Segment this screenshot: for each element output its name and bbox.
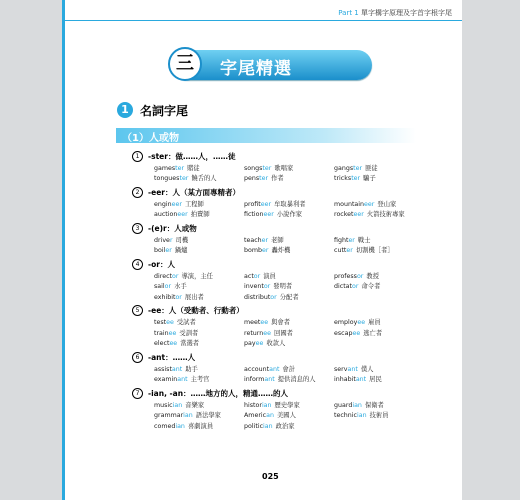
word-stem: test xyxy=(154,319,167,327)
word-suffix: eer xyxy=(364,200,375,208)
suffix-heading-text: -ian, -an：……地方的人，精通……的人 xyxy=(148,388,289,398)
suffix-number: 1 xyxy=(132,151,143,162)
word-entry xyxy=(244,328,334,337)
word-suffix: or xyxy=(164,283,172,291)
word-meaning: 回國者 xyxy=(274,329,293,337)
word-suffix: or xyxy=(263,283,271,291)
word-stem: invent xyxy=(244,283,264,291)
word-meaning: 僕人 xyxy=(360,365,374,373)
word-entry xyxy=(154,173,244,182)
suffix-group xyxy=(120,387,450,431)
word-meaning: 水手 xyxy=(174,283,187,291)
word-suffix: ant xyxy=(171,365,183,373)
word-meaning: 賭徒 xyxy=(187,164,200,172)
word-stem: guard xyxy=(334,401,353,409)
word-meaning: 當選者 xyxy=(180,340,200,348)
word-meaning: 導演，主任 xyxy=(181,272,213,280)
word-stem: escap xyxy=(334,329,353,337)
word-row xyxy=(154,338,450,349)
word-meaning: 收款人 xyxy=(266,340,286,348)
word-row xyxy=(154,363,450,374)
word-entry xyxy=(334,245,424,254)
word-meaning: 分配者 xyxy=(279,293,299,301)
word-meaning: 火箭技術專家 xyxy=(366,211,405,219)
suffix-heading-text: -or：人 xyxy=(148,259,175,269)
word-stem: comed xyxy=(154,422,176,430)
word-suffix: er xyxy=(165,247,172,255)
word-entry xyxy=(244,364,334,373)
word-stem: elect xyxy=(154,340,170,348)
word-meaning: 居民 xyxy=(369,376,382,384)
word-suffix: ant xyxy=(347,365,358,373)
word-stem: Americ xyxy=(244,412,267,420)
word-meaning: 提供消息的人 xyxy=(277,376,316,384)
word-suffix: ee xyxy=(357,319,366,327)
word-entry xyxy=(244,245,334,254)
word-stem: fight xyxy=(334,236,349,244)
word-meaning: 拍賣師 xyxy=(190,211,210,219)
word-entry xyxy=(334,173,424,182)
word-meaning: 小說作家 xyxy=(276,211,303,219)
word-meaning: 主考官 xyxy=(190,376,210,384)
word-suffix: eer xyxy=(171,200,182,208)
word-suffix: ter xyxy=(262,164,272,172)
word-suffix: er xyxy=(348,236,355,244)
word-suffix: eer xyxy=(260,200,272,208)
word-suffix: ant xyxy=(177,376,188,384)
suffix-heading-text: -eer：人（某方面專精者） xyxy=(148,187,240,197)
word-meaning: 戰士 xyxy=(357,236,371,244)
word-stem: auction xyxy=(154,211,178,219)
suffix-group xyxy=(120,258,450,302)
word-stem: rocket xyxy=(334,211,354,219)
subsection-bar xyxy=(116,128,416,143)
word-meaning: 歷史學家 xyxy=(274,401,300,409)
word-suffix: ian xyxy=(261,401,272,409)
word-entry xyxy=(244,235,334,244)
word-entry xyxy=(244,271,334,280)
suffix-group xyxy=(120,351,450,384)
word-stem: serv xyxy=(334,365,348,373)
word-entry xyxy=(334,235,424,244)
word-entry xyxy=(334,163,424,172)
suffix-number: 4 xyxy=(132,259,143,270)
chapter-title: 字尾精選 xyxy=(220,59,292,79)
suffix-number: 3 xyxy=(132,223,143,234)
word-row xyxy=(154,410,450,421)
word-stem: return xyxy=(244,329,264,337)
word-entry xyxy=(244,281,334,290)
word-stem: drive xyxy=(154,236,170,244)
word-list xyxy=(120,150,450,434)
word-stem: pay xyxy=(244,340,256,348)
word-meaning: 切割機［者］ xyxy=(355,247,394,255)
word-stem: music xyxy=(154,401,173,409)
suffix-number: 5 xyxy=(132,305,143,316)
word-meaning: 饒舌的人 xyxy=(191,175,217,183)
word-entry xyxy=(334,271,424,280)
word-entry xyxy=(154,163,244,172)
word-meaning: 助手 xyxy=(185,365,198,373)
word-meaning: 受試者 xyxy=(176,319,196,327)
word-suffix: or xyxy=(253,272,261,280)
word-stem: games xyxy=(154,164,176,172)
word-stem: profit xyxy=(244,200,261,208)
word-meaning: 發明者 xyxy=(273,283,293,291)
word-stem: boil xyxy=(154,247,166,255)
word-suffix: ian xyxy=(172,401,183,409)
word-stem: grammar xyxy=(154,412,184,420)
word-meaning: 政治家 xyxy=(275,422,295,430)
subsection-title: （1）人或物 xyxy=(122,133,179,144)
suffix-heading xyxy=(132,186,450,198)
chapter-number: 三 xyxy=(168,47,202,81)
word-stem: songs xyxy=(244,164,263,172)
suffix-group xyxy=(120,150,450,183)
word-suffix: ter xyxy=(175,164,185,172)
suffix-group xyxy=(120,222,450,255)
word-entry xyxy=(244,374,334,383)
word-meaning: 教授 xyxy=(366,272,379,280)
word-stem: meet xyxy=(244,319,261,327)
word-suffix: or xyxy=(172,272,179,280)
word-row xyxy=(154,317,450,328)
word-entry xyxy=(154,281,244,290)
word-entry xyxy=(154,209,244,218)
word-stem: train xyxy=(154,329,169,337)
word-meaning: 音樂家 xyxy=(185,401,205,409)
word-entry xyxy=(334,400,424,409)
suffix-heading-text: -(e)r：人或物 xyxy=(148,223,197,233)
word-meaning: 保衛者 xyxy=(364,401,384,409)
word-entry xyxy=(154,400,244,409)
suffix-heading-text: -ee：人（受動者、行動者） xyxy=(148,306,244,315)
page-number: 025 xyxy=(262,472,279,481)
suffix-number: 6 xyxy=(132,352,143,363)
word-stem: assist xyxy=(154,365,172,373)
page-edge-strip xyxy=(62,0,65,500)
word-entry xyxy=(334,374,424,383)
word-meaning: 語法學家 xyxy=(195,412,221,420)
word-entry xyxy=(334,410,424,419)
word-meaning: 牟取暴利者 xyxy=(274,200,306,208)
word-entry xyxy=(154,421,244,430)
word-stem: histor xyxy=(244,401,262,409)
word-stem: examin xyxy=(154,376,178,384)
word-stem: technic xyxy=(334,412,357,420)
word-entry xyxy=(154,199,244,208)
word-suffix: ee xyxy=(168,329,177,337)
word-suffix: ee xyxy=(260,319,269,327)
word-entry xyxy=(154,374,244,383)
word-row xyxy=(154,281,450,292)
word-entry xyxy=(154,245,244,254)
word-entry xyxy=(154,328,244,337)
word-entry xyxy=(334,209,424,218)
word-stem: distribut xyxy=(244,293,271,301)
suffix-heading xyxy=(132,387,450,399)
word-suffix: ee xyxy=(263,329,272,337)
word-entry xyxy=(244,317,334,326)
word-suffix: or xyxy=(175,293,182,301)
word-row xyxy=(154,173,450,184)
word-row xyxy=(154,374,450,385)
word-suffix: ee xyxy=(352,329,361,337)
word-suffix: r xyxy=(169,236,173,244)
word-meaning: 老師 xyxy=(271,236,284,244)
word-suffix: ian xyxy=(352,401,362,409)
suffix-heading-text: -ant：……人 xyxy=(148,352,196,362)
word-stem: tongues xyxy=(154,175,180,183)
word-meaning: 會計 xyxy=(282,365,296,373)
word-suffix: or xyxy=(270,293,277,301)
word-stem: gangs xyxy=(334,164,354,172)
suffix-heading xyxy=(132,222,450,234)
word-entry xyxy=(334,199,424,208)
word-meaning: 與會者 xyxy=(271,319,290,327)
word-meaning: 司機 xyxy=(175,236,189,244)
word-suffix: ee xyxy=(169,340,178,348)
word-suffix: ian xyxy=(263,422,273,430)
word-stem: tricks xyxy=(334,175,352,183)
word-suffix: ant xyxy=(355,376,367,384)
word-entry xyxy=(334,328,424,337)
word-entry xyxy=(244,163,334,172)
book-page xyxy=(62,0,462,500)
word-suffix: ant xyxy=(269,365,280,373)
word-entry xyxy=(244,292,334,301)
suffix-group xyxy=(120,186,450,219)
word-stem: direct xyxy=(154,272,173,280)
word-suffix: er xyxy=(346,247,353,255)
word-stem: pens xyxy=(244,175,260,183)
word-row xyxy=(154,162,450,173)
word-entry xyxy=(334,364,424,373)
word-meaning: 歌唱家 xyxy=(274,164,294,172)
word-row xyxy=(154,209,450,220)
suffix-heading xyxy=(132,351,450,363)
word-stem: fiction xyxy=(244,211,264,219)
header-divider xyxy=(62,20,462,21)
word-entry xyxy=(154,317,244,326)
section-title: 名詞字尾 xyxy=(140,104,189,118)
word-suffix: ian xyxy=(175,422,185,430)
word-entry xyxy=(154,235,244,244)
word-suffix: ian xyxy=(357,412,367,420)
word-entry xyxy=(334,281,424,290)
suffix-heading xyxy=(132,305,450,317)
word-stem: exhibit xyxy=(154,293,176,301)
word-stem: teach xyxy=(244,236,262,244)
word-row xyxy=(154,245,450,256)
word-stem: act xyxy=(244,272,254,280)
word-meaning: 匪徒 xyxy=(365,164,378,172)
word-entry xyxy=(154,364,244,373)
word-meaning: 美國人 xyxy=(276,412,296,420)
word-entry xyxy=(244,199,334,208)
word-suffix: er xyxy=(261,236,269,244)
word-meaning: 登山家 xyxy=(377,200,397,208)
word-entry xyxy=(244,209,334,218)
word-entry xyxy=(244,173,334,182)
word-stem: account xyxy=(244,365,270,373)
word-entry xyxy=(154,338,244,347)
word-suffix: an xyxy=(266,412,274,420)
word-row xyxy=(154,420,450,431)
word-suffix: or xyxy=(356,272,364,280)
word-entry xyxy=(154,271,244,280)
suffix-heading xyxy=(132,258,450,270)
word-meaning: 演員 xyxy=(263,272,276,280)
word-row xyxy=(154,198,450,209)
word-row xyxy=(154,270,450,281)
word-stem: bomb xyxy=(244,247,262,255)
word-suffix: ian xyxy=(183,412,193,420)
header-part: Part 1 xyxy=(338,9,359,17)
word-stem: cutt xyxy=(334,247,347,255)
section-number: 1 xyxy=(117,102,133,118)
word-row xyxy=(154,327,450,338)
word-stem: politic xyxy=(244,422,264,430)
word-suffix: ter xyxy=(179,175,189,183)
word-suffix: or xyxy=(352,283,359,291)
word-suffix: ee xyxy=(255,340,264,348)
word-meaning: 轟炸機 xyxy=(271,247,291,255)
suffix-heading-text: -ster：做……人，……徒 xyxy=(148,151,236,161)
word-suffix: ee xyxy=(166,319,174,327)
word-suffix: ant xyxy=(264,376,275,384)
running-header xyxy=(338,8,452,18)
word-meaning: 騙子 xyxy=(363,175,376,183)
word-stem: profess xyxy=(334,272,357,280)
word-suffix: ter xyxy=(353,164,363,172)
word-stem: sail xyxy=(154,283,165,291)
word-suffix: er xyxy=(261,247,269,255)
word-stem: dictat xyxy=(334,283,353,291)
word-suffix: eer xyxy=(263,211,274,219)
word-stem: mountain xyxy=(334,200,365,208)
word-meaning: 工程師 xyxy=(184,200,204,208)
suffix-number: 7 xyxy=(132,388,143,399)
word-entry xyxy=(244,421,334,430)
word-entry xyxy=(154,410,244,419)
word-stem: inform xyxy=(244,376,265,384)
suffix-number: 2 xyxy=(132,187,143,198)
word-meaning: 雇員 xyxy=(368,319,381,327)
word-entry xyxy=(244,400,334,409)
chapter-banner xyxy=(172,50,372,80)
word-row xyxy=(154,291,450,302)
word-row xyxy=(154,234,450,245)
word-meaning: 技術員 xyxy=(369,412,389,420)
word-suffix: ter xyxy=(351,175,361,183)
word-stem: engin xyxy=(154,200,172,208)
word-stem: employ xyxy=(334,319,358,327)
word-meaning: 命令者 xyxy=(361,283,381,291)
word-suffix: eer xyxy=(353,211,364,219)
suffix-group xyxy=(120,305,450,349)
word-row xyxy=(154,399,450,410)
word-suffix: eer xyxy=(177,211,188,219)
word-meaning: 受訓者 xyxy=(179,329,199,337)
suffix-heading xyxy=(132,150,450,162)
word-entry xyxy=(154,292,244,301)
word-meaning: 鍋爐 xyxy=(174,247,188,255)
word-entry xyxy=(244,410,334,419)
word-meaning: 作者 xyxy=(271,175,284,183)
word-suffix: ter xyxy=(259,175,269,183)
word-meaning: 喜劇演員 xyxy=(187,422,214,430)
header-title: 單字構字原理及字首字根字尾 xyxy=(361,9,452,17)
word-meaning: 展出者 xyxy=(184,293,204,301)
word-meaning: 逃亡者 xyxy=(363,329,383,337)
word-entry xyxy=(334,317,424,326)
word-stem: inhabit xyxy=(334,376,356,384)
word-entry xyxy=(244,338,334,347)
